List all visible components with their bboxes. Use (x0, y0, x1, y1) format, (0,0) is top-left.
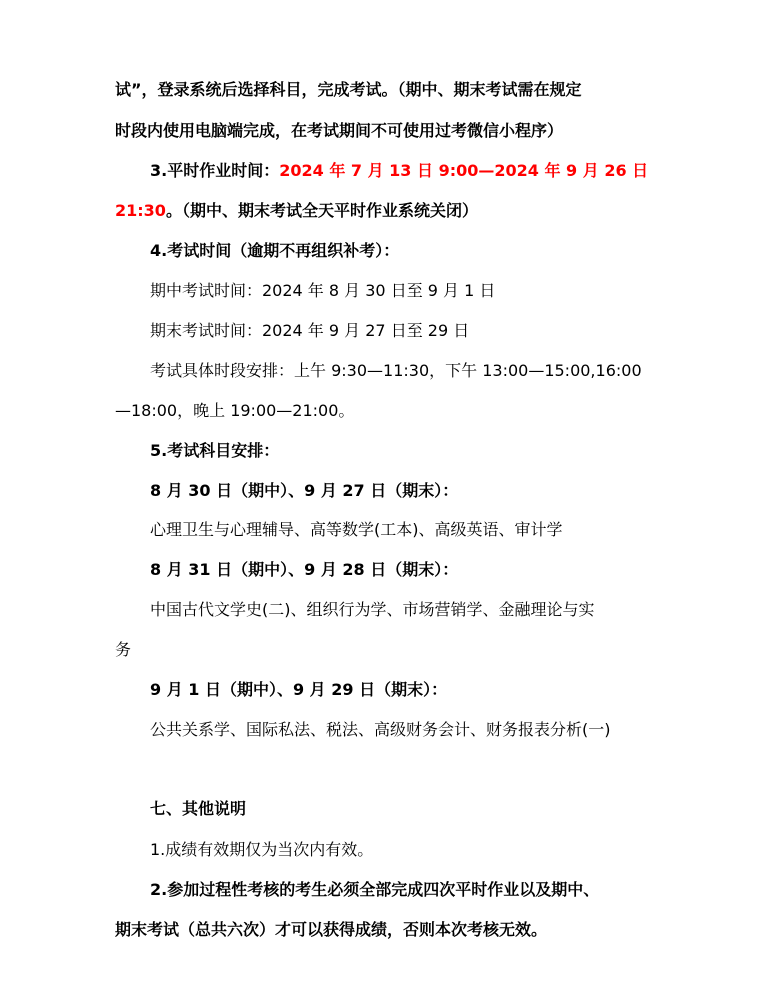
day3-heading: 9 月 1 日（期中）、9 月 29 日（期末）： (150, 680, 448, 699)
day1-subjects: 心理卫生与心理辅导、高等数学(工本)、高级英语、审计学 (150, 520, 563, 539)
subjects-heading: 5.考试科目安排： (150, 441, 280, 460)
paragraph-line: 时段内使用电脑端完成，在考试期间不可使用过考微信小程序） (115, 121, 564, 140)
homework-time-range-end: 21:30 (115, 201, 166, 220)
final-time: 期末考试时间：2024 年 9 月 27 日至 29 日 (150, 321, 470, 340)
exam-time-heading: 4.考试时间（逾期不再组织补考）： (150, 241, 400, 260)
homework-time-line (150, 161, 690, 181)
day1-heading: 8 月 30 日（期中）、9 月 27 日（期末）： (150, 481, 459, 500)
day2-subjects: 中国古代文学史(二)、组织行为学、市场营销学、金融理论与实 (150, 600, 595, 619)
homework-time-range: 2024 年 7 月 13 日 9:00—2024 年 9 月 26 日 (279, 161, 649, 180)
midterm-time: 期中考试时间：2024 年 8 月 30 日至 9 月 1 日 (150, 281, 496, 300)
paragraph-line: 试”，登录系统后选择科目，完成考试。（期中、期末考试需在规定 (115, 80, 582, 99)
day2-heading: 8 月 31 日（期中）、9 月 28 日（期末）： (150, 560, 459, 579)
note-2: 2.参加过程性考核的考生必须全部完成四次平时作业以及期中、 (150, 880, 600, 899)
exam-slots-line: 考试具体时段安排：上午 9:30—11:30，下午 13:00—15:00,16:00 (150, 361, 642, 380)
exam-slots-line-2: —18:00，晚上 19:00—21:00。 (115, 401, 355, 420)
day3-subjects: 公共关系学、国际私法、税法、高级财务会计、财务报表分析(一) (150, 720, 611, 739)
note-2-continued: 期末考试（总共六次）才可以获得成绩，否则本次考核无效。 (115, 920, 548, 939)
section7-heading: 七、其他说明 (150, 799, 247, 818)
note-1: 1.成绩有效期仅为当次内有效。 (150, 840, 374, 859)
homework-time-line-2 (115, 201, 655, 221)
homework-time-label: 3.平时作业时间： (150, 161, 280, 180)
day2-subjects-2: 务 (115, 640, 132, 659)
homework-time-note: 。（期中、期末考试全天平时作业系统关闭） (165, 201, 478, 220)
